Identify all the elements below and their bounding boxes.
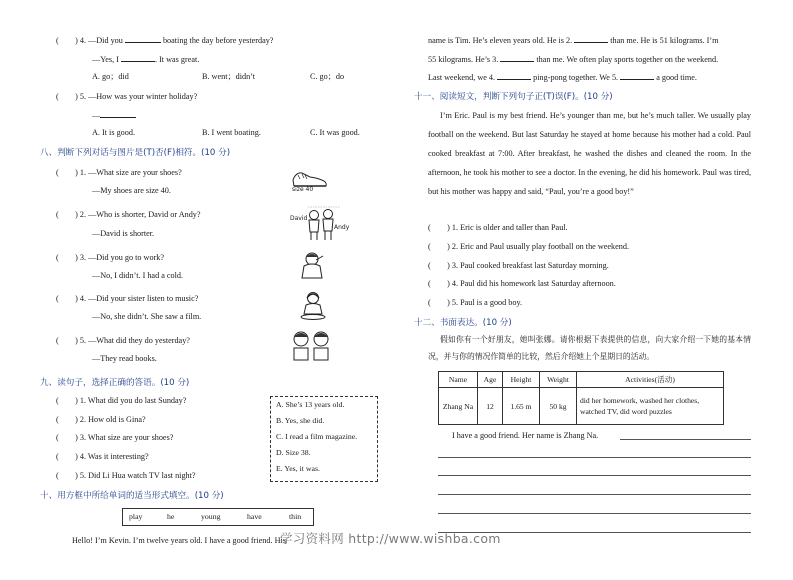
- headphones-girl-icon: [298, 290, 328, 320]
- answer-blank[interactable]: [620, 71, 654, 80]
- q9-5: ( ) 5. Did Li Hua watch TV last night?: [56, 471, 196, 480]
- section-9-title: 九、读句子，选择正确的答语。(10 分): [40, 378, 190, 388]
- fill-line-1: name is Tim. He’s eleven years old. He is 2. than me. He is 51 kilograms. I’m: [428, 36, 719, 45]
- q7-4-option-a[interactable]: A. go；did: [92, 72, 129, 81]
- option-a: A. She’s 13 years old.: [276, 400, 345, 409]
- writing-start: I have a good friend. Her name is Zhang Na.: [452, 431, 599, 440]
- q11-1: ( ) 1. Eric is older and taller than Paul.: [428, 223, 568, 232]
- word-thin: thin: [289, 512, 302, 521]
- answer-blank[interactable]: [125, 34, 161, 43]
- q9-2: ( ) 2. How old is Gina?: [56, 415, 146, 424]
- q7-5-option-c[interactable]: C. It was good.: [310, 128, 360, 137]
- andy-label: Andy: [334, 224, 350, 231]
- option-d: D. Size 38.: [276, 448, 311, 457]
- shoes-picture: [290, 164, 330, 196]
- sick-girl-icon: [298, 250, 326, 280]
- two-kids-picture: [290, 330, 332, 362]
- writing-instructions: 假如你有一个好朋友，她叫张娜。请你根据下表提供的信息，向大家介绍一下她的基本情况，并与你的情况作简单的比较，然后介绍她上个星期日的活动。: [428, 335, 751, 361]
- option-c: C. I read a film magazine.: [276, 432, 358, 441]
- q7-5: ( ) 5. —How was your winter holiday?: [56, 92, 198, 101]
- watermark: 学习资料网 http://www.wishba.com: [280, 531, 501, 546]
- answer-blank[interactable]: [500, 53, 534, 62]
- q9-3: ( ) 3. What size are your shoes?: [56, 433, 174, 442]
- q11-4: ( ) 4. Paul did his homework last Saturday afternoon.: [428, 279, 616, 288]
- word-box: [122, 508, 314, 526]
- size-label: size 40: [292, 186, 314, 193]
- q8-5-answer: —They read books.: [92, 354, 157, 363]
- table-row: Zhang Na 12 1.65 m 50 kg did her homework, washed her clothes, watched TV, did word puzzles: [439, 388, 724, 425]
- section-8-title: 八、判断下列对话与图片是(T)否(F)相符。(10 分): [40, 148, 231, 158]
- two-kids-icon: [290, 330, 332, 362]
- q7-4-reply: —Yes, I . It was great.: [92, 55, 200, 64]
- reading-passage: I’m Eric. Paul is my best friend. He’s younger than me, but he’s much taller. We usually play football on the weekend. But last Saturday he stayed at home because his mother had a cold. Paul cooked breakfast at 7:00. After breakfast, he washed the dishes and cleaned the room. In the afternoon, he took his mother to see a doctor. In the evening, he did his homework. Paul was tired, but his mother was happy and said, “Paul, you’re a good boy!”: [428, 111, 751, 196]
- q7-5-reply: —: [92, 109, 136, 121]
- answer-options-box: [270, 396, 378, 482]
- q8-1: ( ) 1. —What size are your shoes?: [56, 168, 182, 177]
- fill-line-2: 55 kilograms. He’s 3. than me. We often play sports together on the weekend.: [428, 55, 719, 64]
- q7-4-option-b[interactable]: B. went；didn’t: [202, 72, 256, 81]
- section-10-title: 十、用方框中所给单词的适当形式填空。(10 分): [40, 491, 224, 501]
- answer-blank[interactable]: [574, 34, 608, 43]
- q7-5-option-a[interactable]: A. It is good.: [92, 128, 135, 137]
- word-young: young: [201, 512, 221, 521]
- option-e: E. Yes, it was.: [276, 464, 320, 473]
- q8-1-answer: —My shoes are size 40.: [92, 186, 171, 195]
- q8-3: ( ) 3. —Did you go to work?: [56, 253, 165, 262]
- section-10-text: Hello! I’m Kevin. I’m twelve years old. I have a good friend. His: [72, 536, 286, 545]
- q8-3-answer: —No, I didn’t. I had a cold.: [92, 271, 184, 280]
- q9-1: ( ) 1. What did you do last Sunday?: [56, 396, 187, 405]
- q8-4: ( ) 4. —Did your sister listen to music?: [56, 294, 199, 303]
- q7-5-option-b[interactable]: B. I went boating.: [202, 128, 261, 137]
- q8-5: ( ) 5. —What did they do yesterday?: [56, 336, 190, 345]
- writing-line[interactable]: [438, 475, 751, 476]
- q9-4: ( ) 4. Was it interesting?: [56, 452, 149, 461]
- q8-2-answer: —David is shorter.: [92, 229, 155, 238]
- q7-4: ( ) 4. —Did you boating the day before yesterday?: [56, 36, 274, 45]
- word-play: play: [129, 512, 143, 521]
- listening-girl-picture: [298, 290, 328, 320]
- q8-4-answer: —No, she didn’t. She saw a film.: [92, 312, 202, 321]
- two-boys-icon: [290, 206, 348, 242]
- q8-2: ( ) 2. —Who is shorter, David or Andy?: [56, 210, 201, 219]
- sick-girl-picture: [298, 250, 326, 280]
- answer-blank[interactable]: [100, 109, 136, 118]
- answer-blank[interactable]: [121, 53, 155, 62]
- fill-line-3: Last weekend, we 4. ping-pong together. We 5. a good time.: [428, 73, 697, 82]
- writing-line[interactable]: [620, 439, 751, 440]
- q11-2: ( ) 2. Eric and Paul usually play football on the weekend.: [428, 242, 629, 251]
- writing-line[interactable]: [438, 494, 751, 495]
- answer-blank[interactable]: [497, 71, 531, 80]
- q11-5: ( ) 5. Paul is a good boy.: [428, 298, 523, 307]
- table-header-row: Name Age Height Weight Activities(活动): [439, 372, 724, 388]
- word-he: he: [167, 512, 175, 521]
- david-label: David: [290, 215, 308, 222]
- writing-line[interactable]: [438, 457, 751, 458]
- q11-3: ( ) 3. Paul cooked breakfast last Saturday morning.: [428, 261, 609, 270]
- q7-4-option-c[interactable]: C. go；do: [310, 72, 345, 81]
- word-have: have: [247, 512, 262, 521]
- section-12-title: 十二、书面表达。(10 分): [414, 318, 512, 328]
- info-table: [438, 371, 724, 425]
- option-b: B. Yes, she did.: [276, 416, 325, 425]
- section-11-title: 十一、阅读短文，判断下列句子正(T)误(F)。(10 分): [414, 92, 613, 102]
- writing-line[interactable]: [438, 513, 751, 514]
- david-andy-picture: [290, 206, 348, 242]
